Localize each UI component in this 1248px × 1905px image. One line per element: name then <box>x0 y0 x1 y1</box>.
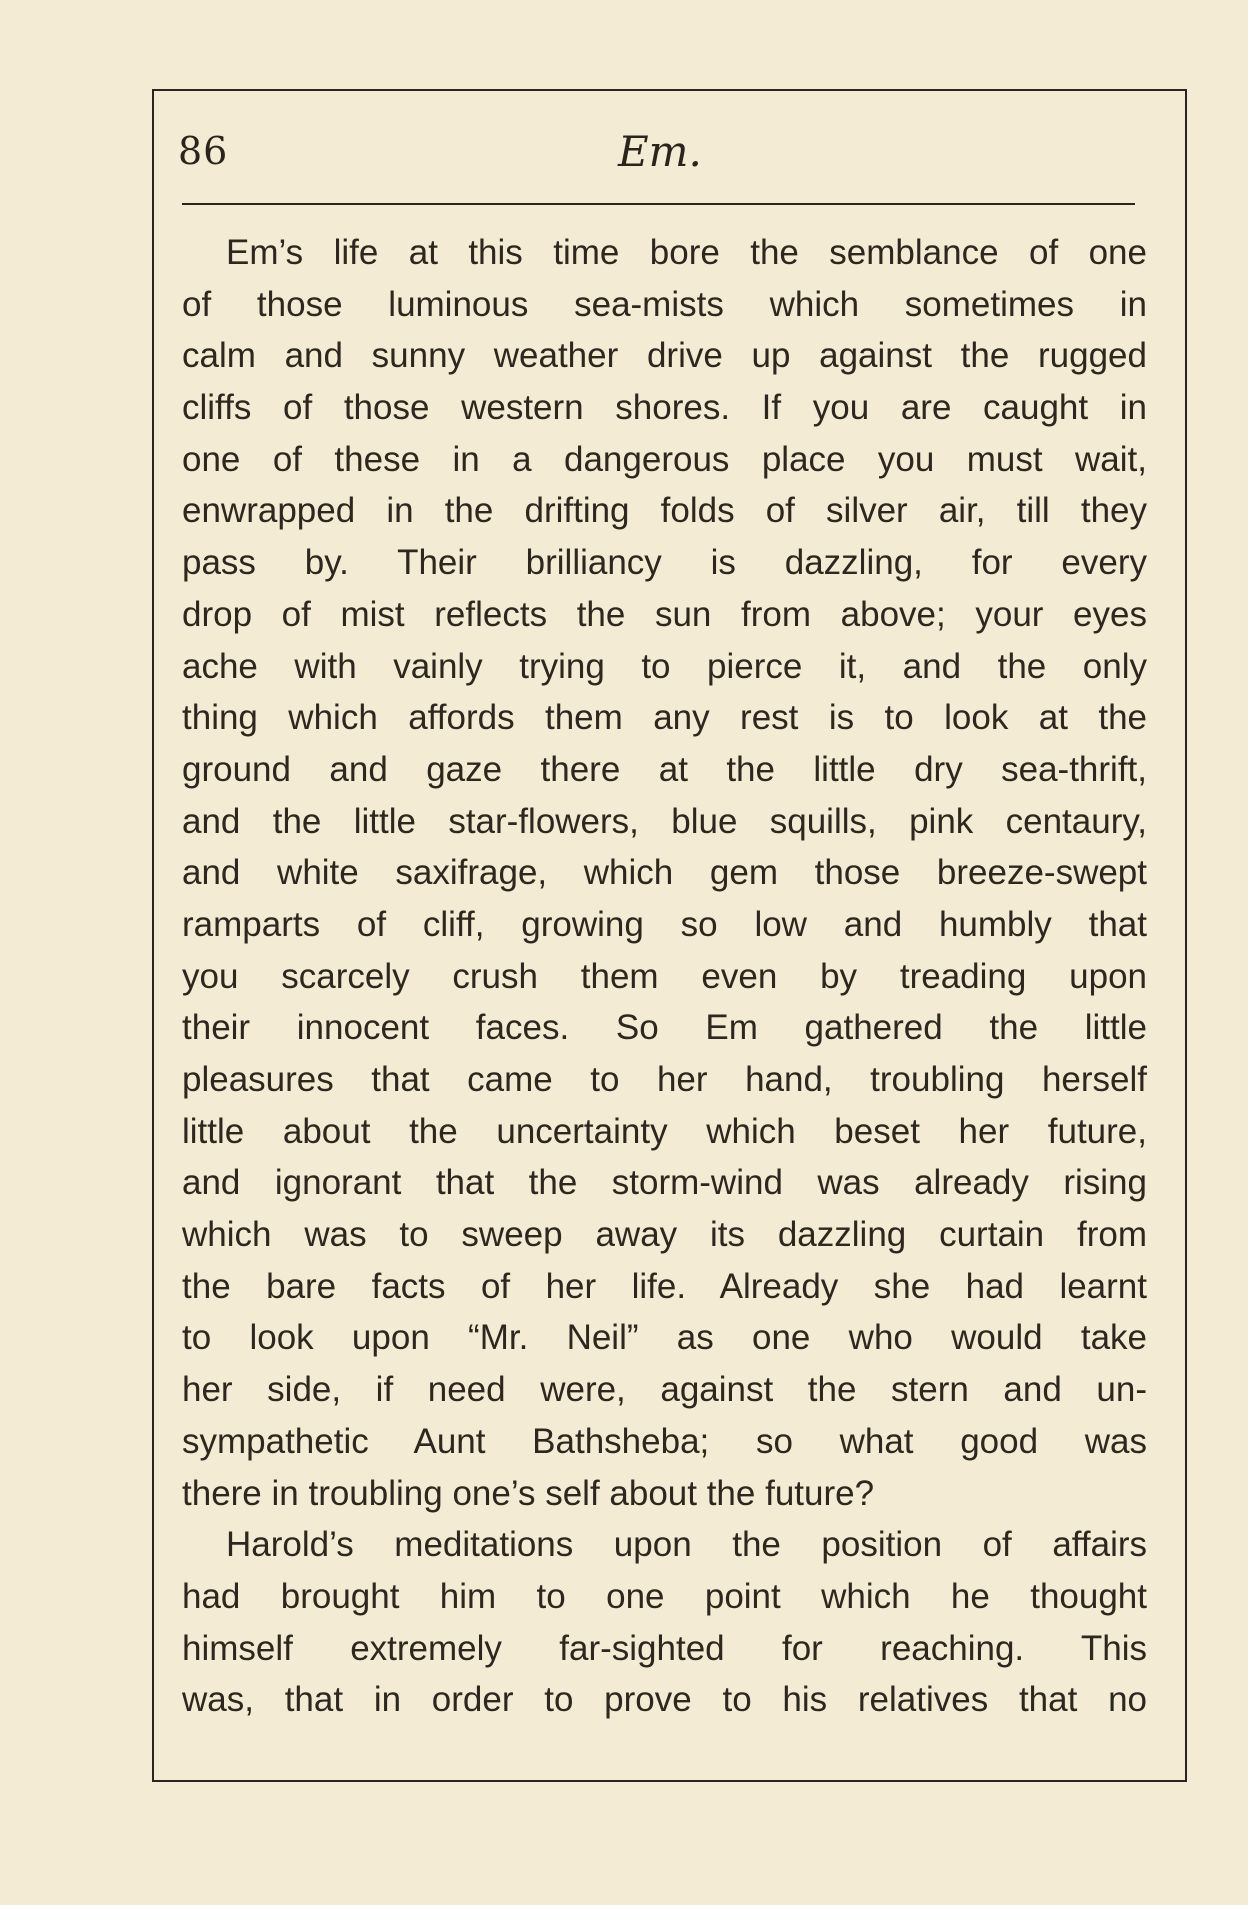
text-line: ache with vainly trying to pierce it, and the only <box>182 646 1147 686</box>
text-line: of those luminous sea-mists which sometimes in <box>182 284 1147 324</box>
text-line: calm and sunny weather drive up against the rugged <box>182 336 1147 376</box>
text-line: had brought him to one point which he thought <box>182 1576 1147 1616</box>
page-number: 86 <box>178 129 229 173</box>
text-line: her side, if need were, against the stern and un- <box>182 1370 1147 1410</box>
text-line: there in troubling one’s self about the future? <box>182 1473 875 1513</box>
text-line: you scarcely crush them even by treading upon <box>182 956 1147 996</box>
text-line: ramparts of cliff, growing so low and humbly that <box>182 904 1147 944</box>
text-line: little about the uncertainty which beset her future, <box>182 1111 1147 1151</box>
text-line: and ignorant that the storm-wind was already rising <box>182 1163 1147 1203</box>
text-line: their innocent faces. So Em gathered the little <box>182 1008 1147 1048</box>
text-line: Harold’s meditations upon the position of affairs <box>226 1525 1147 1565</box>
text-line: pleasures that came to her hand, troubling herself <box>182 1060 1147 1099</box>
text-line: the bare facts of her life. Already she had learnt <box>182 1266 1147 1306</box>
running-title: Em. <box>618 127 702 176</box>
text-line: enwrapped in the drifting folds of silver air, till they <box>182 491 1147 531</box>
text-line: and the little star-flowers, blue squills, pink centaury, <box>182 801 1147 841</box>
text-line: sympathetic Aunt Bathsheba; so what good was <box>182 1421 1147 1461</box>
text-line: and white saxifrage, which gem those breeze-swept <box>182 853 1147 893</box>
text-line: was, that in order to prove to his relatives that no <box>182 1680 1147 1720</box>
text-line: thing which affords them any rest is to look at the <box>182 698 1147 738</box>
text-line: which was to sweep away its dazzling curtain from <box>182 1215 1147 1255</box>
text-line: one of these in a dangerous place you must wait, <box>182 439 1147 479</box>
text-line: pass by. Their brilliancy is dazzling, for every <box>182 543 1147 583</box>
text-line: drop of mist reflects the sun from above; your eyes <box>182 594 1147 634</box>
header-rule <box>182 203 1135 205</box>
body-text <box>182 227 1147 1726</box>
text-line: ground and gaze there at the little dry sea-thrift, <box>182 749 1147 789</box>
text-line: Em’s life at this time bore the semblance of one <box>226 233 1147 272</box>
page-header <box>178 129 1139 203</box>
page-frame <box>152 89 1187 1782</box>
text-line: himself extremely far-sighted for reaching. This <box>182 1628 1147 1668</box>
text-line: to look upon “Mr. Neil” as one who would take <box>182 1318 1147 1358</box>
text-line: cliffs of those western shores. If you are caught in <box>182 388 1147 428</box>
